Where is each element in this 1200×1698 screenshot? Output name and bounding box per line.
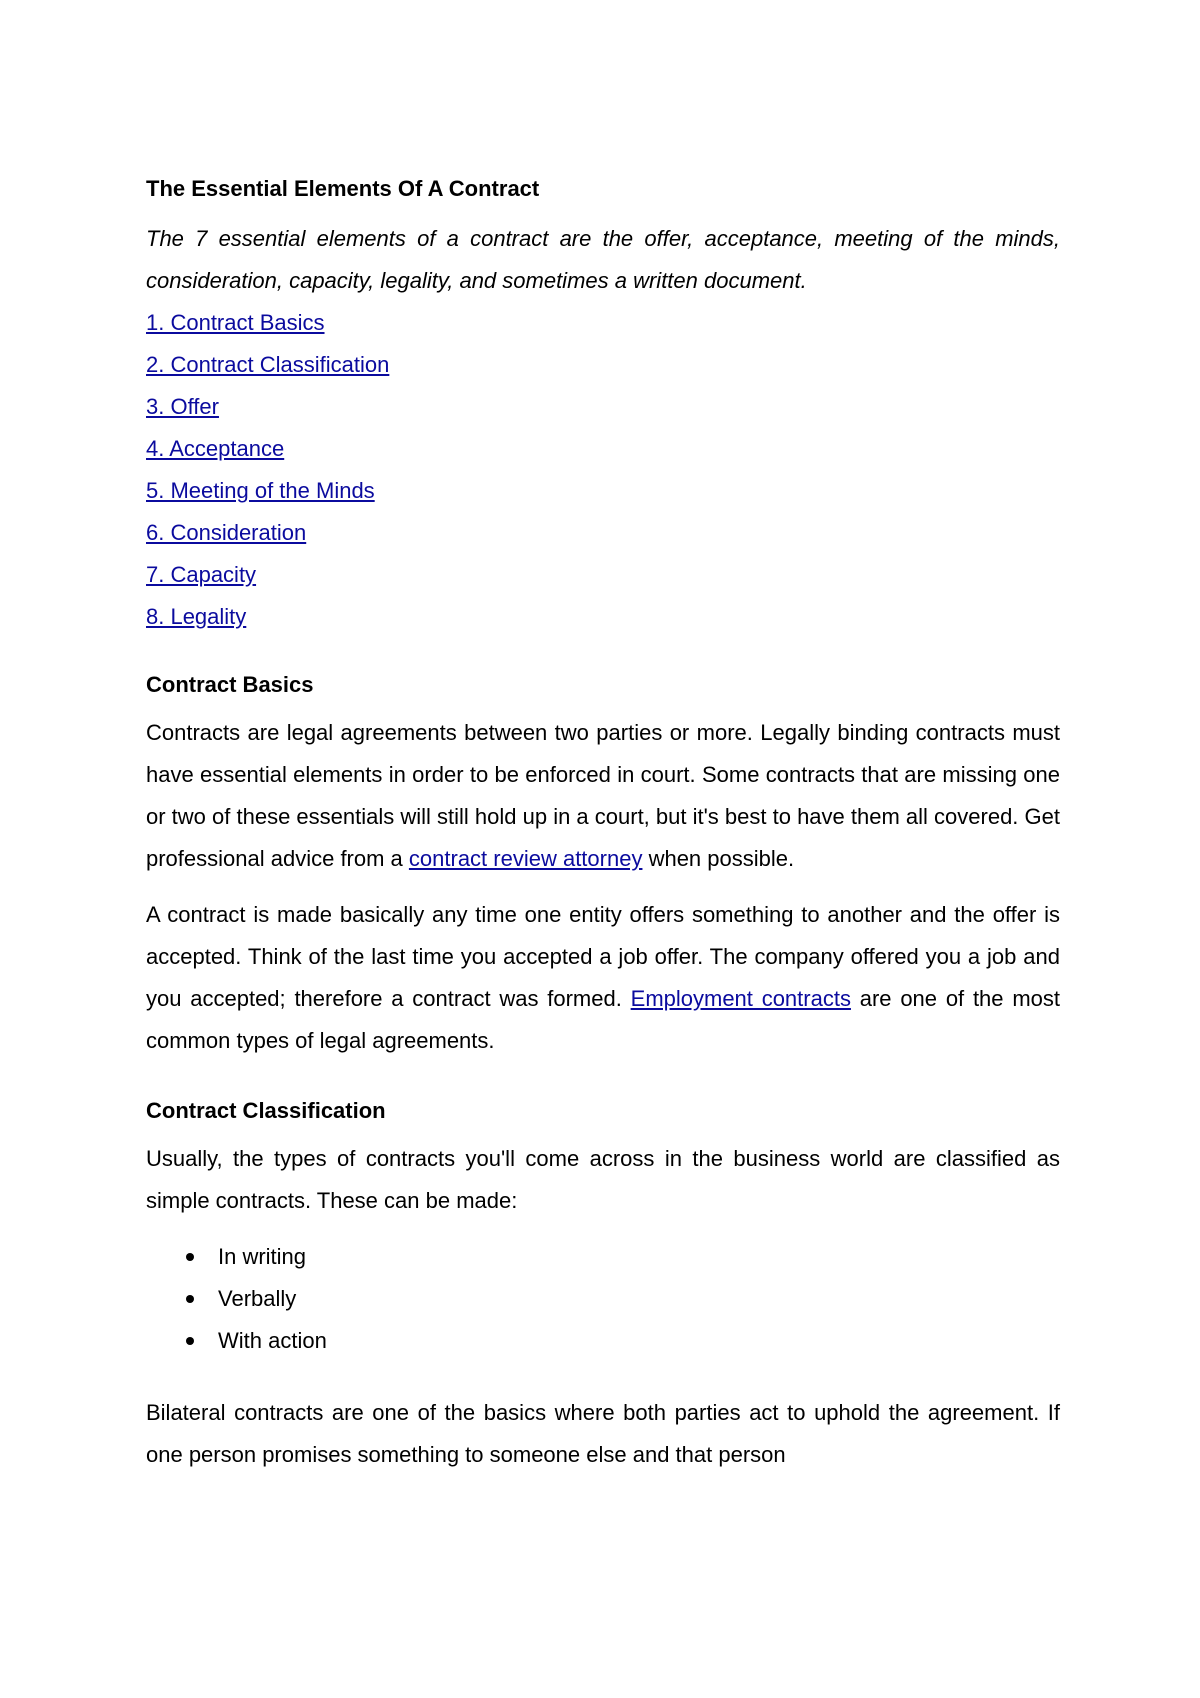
table-of-contents — [146, 302, 1060, 638]
toc-item — [146, 428, 1060, 470]
intro-paragraph: The 7 essential elements of a contract are the offer, acceptance, meeting of the minds, consideration, capacity, legality, and sometimes a written document. — [146, 226, 1060, 293]
toc-item — [146, 512, 1060, 554]
bullet-list — [146, 1236, 1060, 1362]
toc-item — [146, 470, 1060, 512]
basics-paragraph-2 — [146, 894, 1060, 1062]
list-item-label: In writing — [218, 1244, 307, 1269]
toc-link-acceptance[interactable]: 4. Acceptance — [146, 436, 285, 461]
toc-link-capacity[interactable]: 7. Capacity — [146, 562, 257, 587]
list-item — [186, 1236, 1060, 1278]
list-item-label: Verbally — [218, 1286, 297, 1311]
toc-link-meeting-of-the-minds[interactable]: 5. Meeting of the Minds — [146, 478, 375, 503]
bullet-icon — [186, 1253, 194, 1261]
list-item — [186, 1278, 1060, 1320]
section-heading-contract-basics: Contract Basics — [146, 672, 314, 697]
basics-p2-text: A contract is made basically any time one entity offers something to another and the offer is accepted. Think of the last time you accepted a job offer. The company offered you a job and you accepted; therefore a contract was formed. — [146, 902, 1060, 1011]
toc-item — [146, 344, 1060, 386]
toc-item — [146, 386, 1060, 428]
basics-p1-text: Contracts are legal agreements between two parties or more. Legally binding contracts must have essential elements in order to be enforced in court. Some contracts that are missing one or two of these essentials will still hold up in a court, but it's best to have them all covered. Get professional advice from a — [146, 720, 1060, 871]
toc-link-consideration[interactable]: 6. Consideration — [146, 520, 307, 545]
contract-review-attorney-link[interactable]: contract review attorney — [408, 846, 643, 871]
toc-link-legality[interactable]: 8. Legality — [146, 604, 247, 629]
toc-link-contract-basics[interactable]: 1. Contract Basics — [146, 310, 325, 335]
toc-link-contract-classification[interactable]: 2. Contract Classification — [146, 352, 390, 377]
basics-paragraph-1 — [146, 712, 1060, 880]
classification-paragraph-2: Bilateral contracts are one of the basics where both parties act to uphold the agreement. If one person promises something to someone else and that person — [146, 1400, 1060, 1467]
list-item — [186, 1320, 1060, 1362]
toc-item — [146, 302, 1060, 344]
classification-paragraph-1: Usually, the types of contracts you'll come across in the business world are classified as simple contracts. These can be made: — [146, 1146, 1060, 1213]
toc-item — [146, 554, 1060, 596]
section-heading-contract-classification: Contract Classification — [146, 1098, 386, 1123]
toc-link-offer[interactable]: 3. Offer — [146, 394, 219, 419]
document-title: The Essential Elements Of A Contract — [146, 176, 540, 201]
employment-contracts-link[interactable]: Employment contracts — [630, 986, 851, 1011]
bullet-icon — [186, 1337, 194, 1345]
toc-item — [146, 596, 1060, 638]
list-item-label: With action — [218, 1328, 327, 1353]
basics-p2-tail: are one of the most common types of legal agreements. — [146, 986, 1060, 1053]
basics-p1-tail: when possible. — [642, 846, 795, 871]
bullet-icon — [186, 1295, 194, 1303]
